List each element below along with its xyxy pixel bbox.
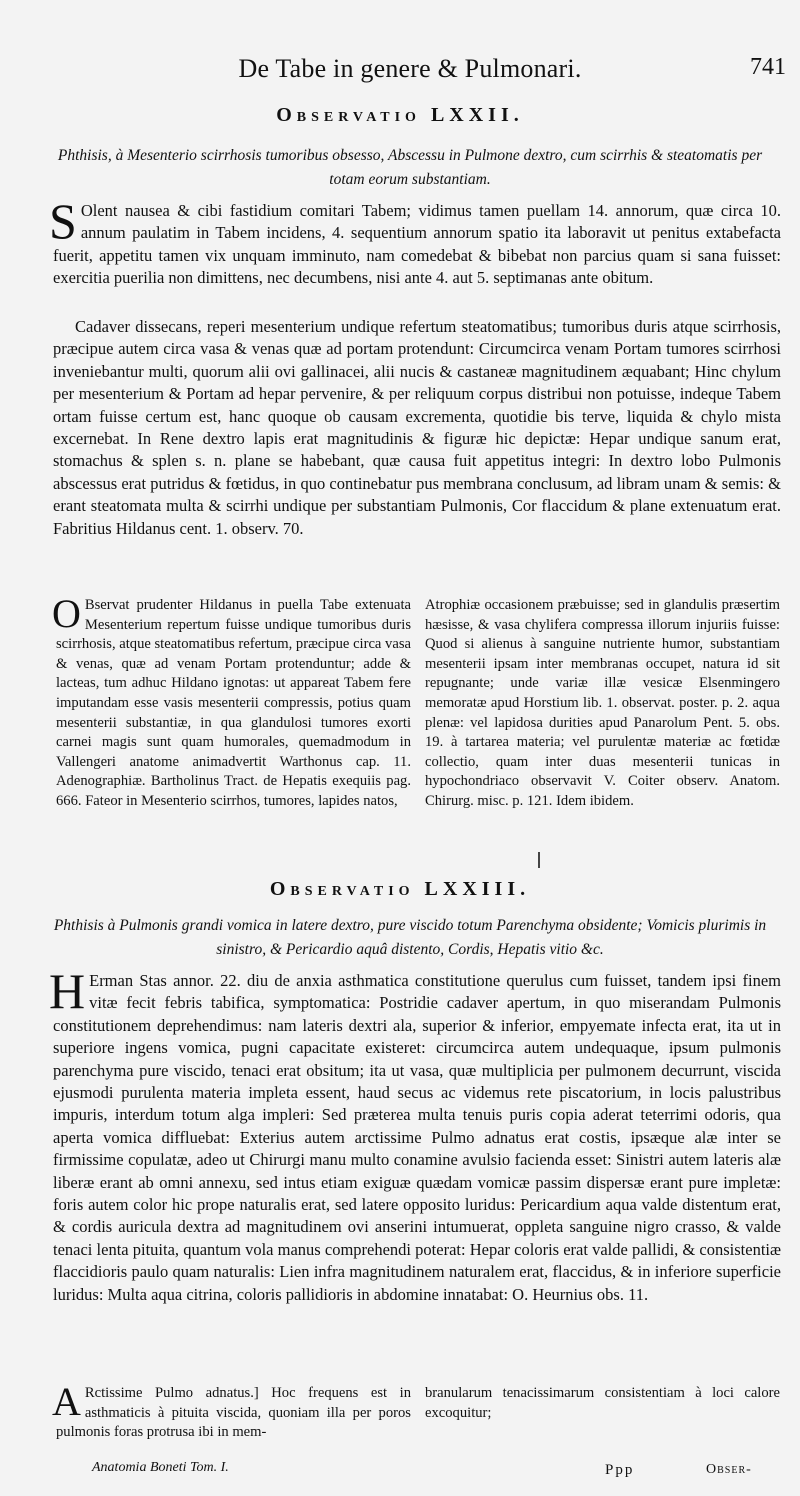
dropcap: A — [52, 1379, 81, 1424]
signature-mark: Ppp — [605, 1462, 635, 1478]
dropcap: O — [52, 591, 81, 636]
observation-72-note-right: Atrophiæ occasionem præbuisse; sed in glandulis præsertim hæsisse, & vasa chylifera compressa illorum injuriis fuisse: Quod si alienus à sanguine nutriente humor, substantiam mesenterii ipsam inter membranas occupet, natura id sit repugnante; unde variæ illæ vesicæ Elsenmingero memoratæ apud Horstium lib. 1. observat. poster. p. 2. aqua plenæ: vel lapidosa durities apud Panarolum Pent. 5. obs. 19. à tartarea materia; vel purulentæ materiæ ac fœtidæ collectio, quam inter duas mesenterii tunicas in hypochondriaco observavit V. Coiter observ. Anatom. Chirurg. misc. p. 121. Idem ibidem. — [425, 597, 780, 809]
running-title: De Tabe in genere & Pulmonari. — [238, 54, 582, 83]
observation-73-note-right: branularum tenacissimarum consistentiam à loci calore excoquitur; — [425, 1385, 780, 1421]
observation-73-paragraph-1 — [49, 963, 781, 1306]
dropcap: H — [49, 963, 86, 1019]
dropcap: S — [49, 193, 77, 249]
observation-72-title: Observatio LXXII. — [276, 104, 524, 126]
volume-catchword: Anatomia Boneti Tom. I. — [92, 1460, 229, 1475]
observation-73-note-left — [52, 1379, 411, 1443]
catchword: Obser- — [706, 1462, 752, 1477]
paragraph-text: Olent nausea & cibi fastidium comitari Tabem; vidimus tamen puellam 14. annorum, quæ circa 10. annum paulatim in Tabem incidens, 4. sequentium annorum spatio ita laboravit ut penitus extabefacta fuerit, appetitu tamen vix unquam imminuto, nam comedebat & bibebat non parcius quam si sana fuisset: exercitia puerilia non dimittens, nec decumbens, nisi ante 4. aut 5. septimanas ante obitum. — [53, 201, 781, 288]
paragraph-text: Erman Stas annor. 22. diu de anxia asthmatica constitutione querulus cum fuisset, tandem ipsi finem vitæ fecit febris tabifica, symptomatica: Postridie cadaver apertum, in quo miserandam Pulmonis constitutionem deprehendimus: nam lateris dextri ala, superior & inferior, empyemate infecta erat, ita ut in superiore ingens vomica, pugni capacitate existeret: circumcirca autem undequaque, ipsum pulmonis parenchyma pure viscido, tenaci erat obsitum; ita ut vasa, quæ multiplicia per pulmonem decurrunt, viscida ejusmodi purulenta materia impleta essent, haud secus ac videmus rete piscatorium, in locis palustribus impuris, interdum totum alga impleri: Sed præterea multa tenuis puris copia aderat teterrimi odoris, qua aperta vomica diffluebat: Exterius autem arctissime Pulmo adnatus erat costis, ipsæque alæ inter se firmissime copulatæ, adeo ut Chirurgi manu multo conamine avulsio facienda esset: Sinistri autem lateris alæ liberæ erant ab omni annexu, sed intus etiam exiguæ quædam vomicæ passim dispersæ erant pure impletæ: foris autem color hic prope naturalis erat, sed latere opposito luridus: Pericardium aqua valde distentum erat, & cordis auricula dextra ad magnitudinem ovi anserini intumuerat, oppleta sanguine nigro crasso, & valde tenaci lenta pituita, quantum vola manus comprehendi poterat: Hepar coloris erat valde pallidi, & consistentiæ flaccidioris paulo quam naturalis: Lien infra magnitudinem naturalem erat, flaccidus, & in inferiore superficie luridus: Multa aqua citrina, coloris pallidioris in abdomine innatabat: O. Heurnius obs. 11. — [53, 971, 781, 1304]
observation-72-note-left — [52, 591, 411, 812]
note-text: Bservat prudenter Hildanus in puella Tabe extenuata Mesenterium repertum fuisse undique tumoribus duris scirrhosis, atque steatomatibus refertum, præcipue circa vasa & venas, quæ ad venam Portam protenduntur; adde & lacteas, tum adhuc Hildano ignotas: ut appareat Tabem fere imputandam esse vasis mesenterii compressis, potius quam mesenterii substantiæ, in qua glandulosi tumores exorti carnei magis sunt quam humorales, quemadmodum in Vallengeri anatome animadvertit Warthonus cap. 11. Adenographiæ. Bartholinus Tract. de Hepatis exequiis pag. 666. Fateor in Mesenterio scirrhos, tumores, lapides natos, — [56, 597, 411, 809]
column-mark — [538, 852, 540, 868]
page-number: 741 — [750, 54, 786, 80]
observation-72-paragraph-1 — [49, 193, 781, 290]
observation-72-paragraph-2: Cadaver dissecans, reperi mesenterium undique refertum steatomatibus; tumoribus duris atque scirrhosis, præcipue autem circa vasa & venas quæ ad portam protendunt: Circumcirca venam Portam tumores scirrhosi inveniebantur multi, quorum alii ovi gallinacei, alii nucis & castaneæ magnitudinem æquabant; Hinc chylum per mesenterium & Portam ad hepar pervenire, & per reliquum corpus distribui non potuisse, indeque Tabem ortam fuisse certum est, hanc quoque ob causam excrementa, quotidie bis terve, liquida & chylo mista excernebat. In Rene dextro lapis erat magnitudinis & figuræ hic depictæ: Hepar undique sanum erat, stomachus & splen s. n. plane se habebant, quæ causa fuit appetitus integri: In dextro lobo Pulmonis abscessus erat putridus & fœtidus, in quo continebatur pus membrana conclusum, ad libram unam & semis: & erant steatomata multa & scirrhi undique per substantiam Pulmonis, Cor flaccidum & plane extenuatum erat. Fabritius Hildanus cent. 1. observ. 70. — [53, 317, 781, 538]
observation-72-subtitle: Phthisis, à Mesenterio scirrhosis tumoribus obsesso, Abscessu in Pulmone dextro, cum scirrhis & steatomatis per totam eorum substantiam. — [57, 147, 763, 188]
observation-73-subtitle: Phthisis à Pulmonis grandi vomica in latere dextro, pure viscido totum Parenchyma obsidente; Vomicis plurimis in sinistro, & Pericardio aquâ distento, Cordis, Hepatis vitio &c. — [53, 917, 767, 958]
note-text: Rctissime Pulmo adnatus.] Hoc frequens est in asthmaticis à pituita viscida, quoniam illa per poros pulmonis foras protrusa ibi in mem- — [56, 1385, 411, 1441]
observation-73-title: Observatio LXXIII. — [269, 878, 531, 900]
